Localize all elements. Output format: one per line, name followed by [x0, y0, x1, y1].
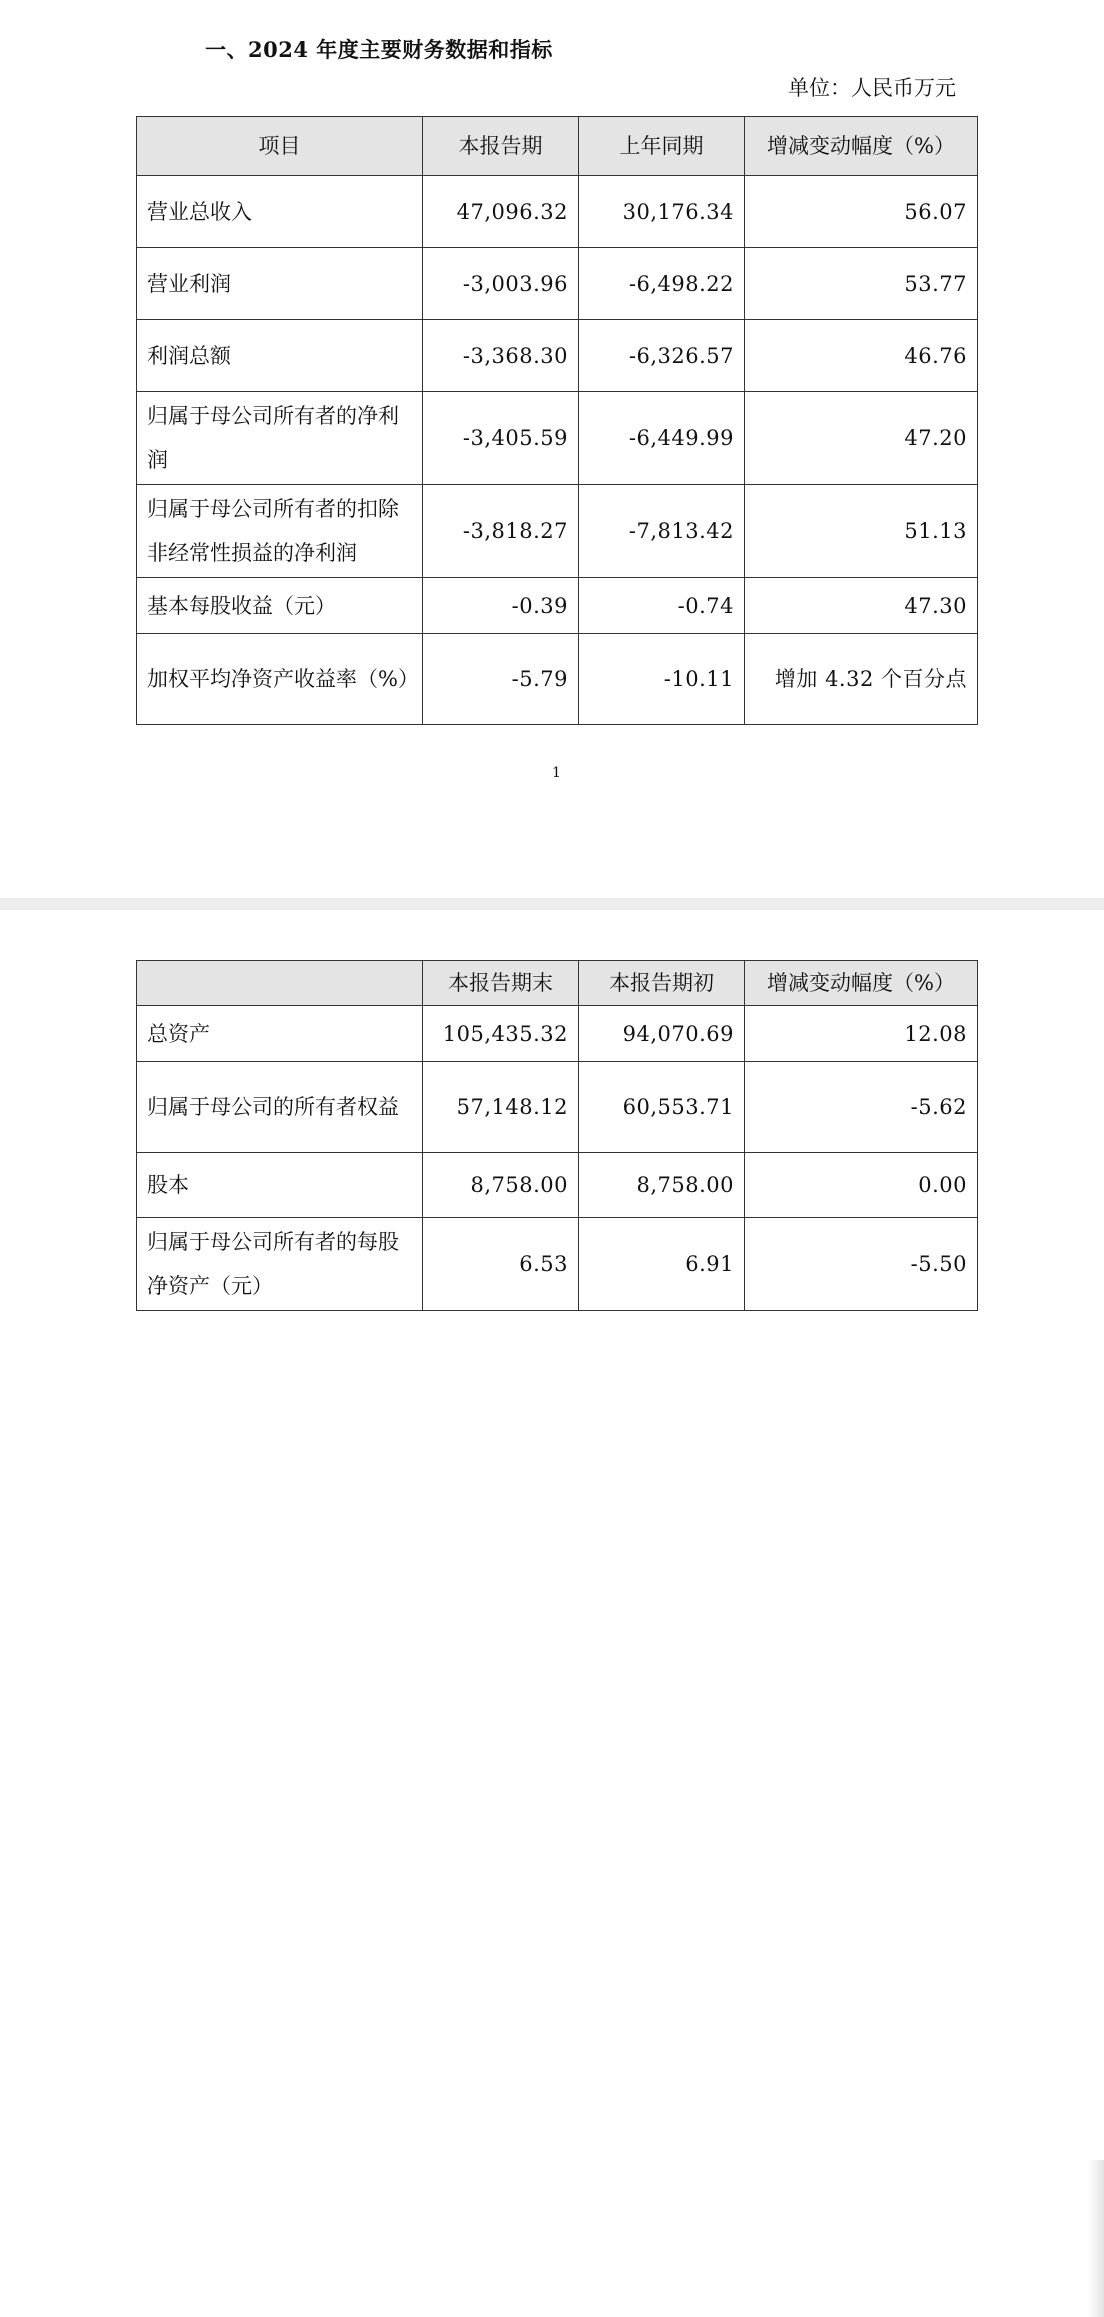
cell-change: 47.30	[745, 578, 978, 634]
page-separator	[0, 898, 1104, 910]
column-header: 增减变动幅度（%）	[745, 117, 978, 176]
document-page-1	[0, 0, 1104, 898]
cell-end: 57,148.12	[423, 1062, 579, 1153]
cell-begin: 60,553.71	[579, 1062, 745, 1153]
row-label: 归属于母公司所有者的每股净资产（元）	[137, 1218, 423, 1311]
cell-change: 47.20	[745, 392, 978, 485]
cell-current: 47,096.32	[423, 176, 579, 248]
column-header: 项目	[137, 117, 423, 176]
unit-label: 单位：人民币万元	[788, 76, 956, 100]
cell-change: 0.00	[745, 1153, 978, 1218]
column-header: 上年同期	[579, 117, 745, 176]
cell-current: -3,368.30	[423, 320, 579, 392]
page-number: 1	[552, 765, 561, 781]
cell-prior: -7,813.42	[579, 485, 745, 578]
row-label: 利润总额	[137, 320, 423, 392]
row-label: 股本	[137, 1153, 423, 1218]
cell-change: -5.62	[745, 1062, 978, 1153]
cell-current: -0.39	[423, 578, 579, 634]
cell-end: 105,435.32	[423, 1006, 579, 1062]
table-row	[137, 485, 978, 578]
column-header	[137, 961, 423, 1006]
cell-current: -5.79	[423, 634, 579, 725]
cell-begin: 8,758.00	[579, 1153, 745, 1218]
cell-end: 8,758.00	[423, 1153, 579, 1218]
row-label: 归属于母公司的所有者权益	[137, 1062, 423, 1153]
column-header: 本报告期初	[579, 961, 745, 1006]
row-label: 营业总收入	[137, 176, 423, 248]
cell-change: 12.08	[745, 1006, 978, 1062]
page-edge-shadow	[1088, 2160, 1104, 2317]
table-header-row	[137, 961, 978, 1006]
table-row	[137, 320, 978, 392]
table-header-row	[137, 117, 978, 176]
table-row	[137, 392, 978, 485]
table-row	[137, 634, 978, 725]
table-row	[137, 1153, 978, 1218]
cell-change: 51.13	[745, 485, 978, 578]
cell-begin: 6.91	[579, 1218, 745, 1311]
row-label: 总资产	[137, 1006, 423, 1062]
cell-change: 增加 4.32 个百分点	[745, 634, 978, 725]
row-label: 归属于母公司所有者的扣除非经常性损益的净利润	[137, 485, 423, 578]
row-label: 归属于母公司所有者的净利润	[137, 392, 423, 485]
table-row	[137, 578, 978, 634]
cell-begin: 94,070.69	[579, 1006, 745, 1062]
cell-prior: -0.74	[579, 578, 745, 634]
cell-current: -3,003.96	[423, 248, 579, 320]
cell-prior: -6,326.57	[579, 320, 745, 392]
financial-data-table	[136, 116, 978, 725]
column-header: 本报告期	[423, 117, 579, 176]
table-row	[137, 1006, 978, 1062]
document-page-2	[0, 910, 1104, 1407]
cell-end: 6.53	[423, 1218, 579, 1311]
cell-change: 46.76	[745, 320, 978, 392]
cell-change: -5.50	[745, 1218, 978, 1311]
row-label: 营业利润	[137, 248, 423, 320]
table-row	[137, 176, 978, 248]
cell-prior: -6,498.22	[579, 248, 745, 320]
table-row	[137, 1062, 978, 1153]
section-title: 一、2024 年度主要财务数据和指标	[205, 37, 553, 62]
cell-current: -3,818.27	[423, 485, 579, 578]
table-row	[137, 248, 978, 320]
column-header: 增减变动幅度（%）	[745, 961, 978, 1006]
cell-change: 56.07	[745, 176, 978, 248]
row-label: 基本每股收益（元）	[137, 578, 423, 634]
cell-current: -3,405.59	[423, 392, 579, 485]
table-row	[137, 1218, 978, 1311]
cell-prior: -10.11	[579, 634, 745, 725]
row-label: 加权平均净资产收益率（%）	[137, 634, 423, 725]
column-header: 本报告期末	[423, 961, 579, 1006]
cell-prior: 30,176.34	[579, 176, 745, 248]
balance-data-table	[136, 960, 978, 1311]
cell-prior: -6,449.99	[579, 392, 745, 485]
cell-change: 53.77	[745, 248, 978, 320]
